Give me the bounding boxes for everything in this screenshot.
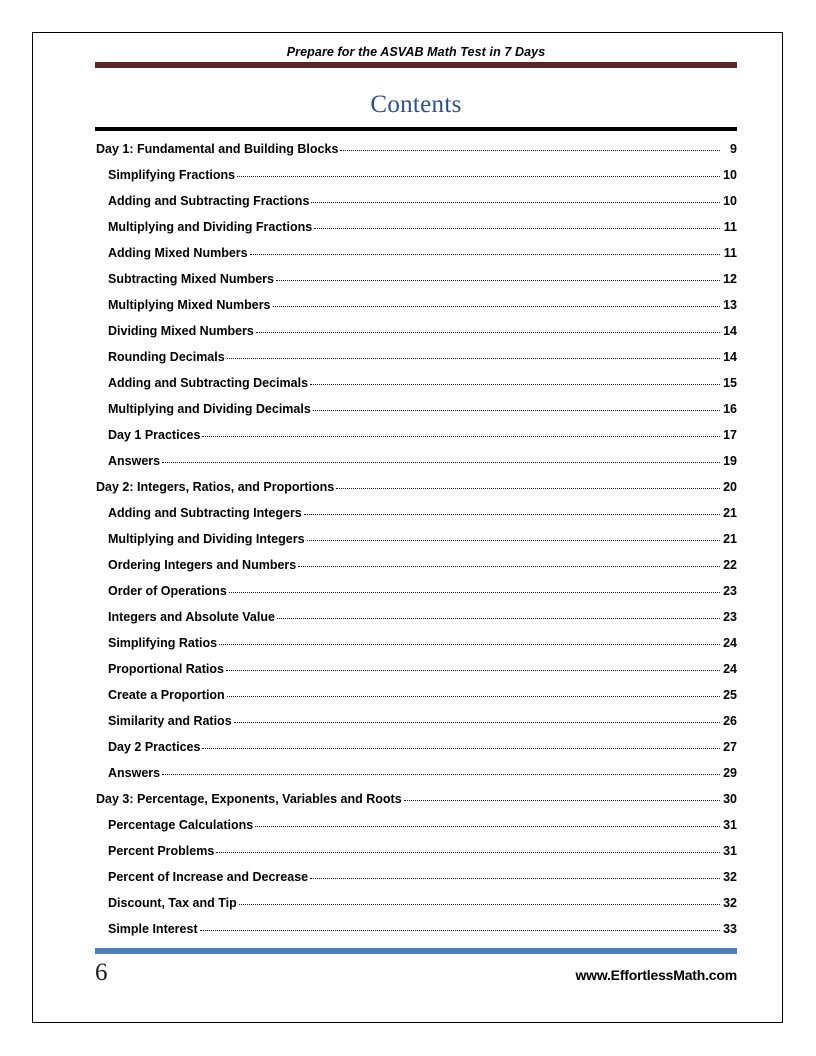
toc-entry-title: Dividing Mixed Numbers (108, 324, 254, 338)
toc-entry-page: 33 (723, 922, 737, 936)
page-content (95, 44, 737, 1004)
toc-entry-row[interactable] (95, 609, 737, 635)
toc-entry-page: 17 (723, 428, 737, 442)
toc-entry-page: 13 (723, 298, 737, 312)
toc-entry-page: 11 (723, 220, 737, 234)
toc-entry-title: Adding Mixed Numbers (108, 246, 248, 260)
toc-entry-row[interactable] (95, 401, 737, 427)
toc-entry-row[interactable] (95, 661, 737, 687)
toc-leader-dots (256, 323, 720, 335)
toc-entry-title: Day 1: Fundamental and Building Blocks (96, 142, 339, 156)
toc-entry-page: 19 (723, 454, 737, 468)
toc-entry-row[interactable] (95, 635, 737, 661)
toc-entry-title: Percent Problems (108, 844, 215, 858)
toc-leader-dots (162, 765, 720, 777)
toc-leader-dots (229, 583, 720, 595)
toc-leader-dots (219, 635, 720, 647)
toc-entry-page: 15 (723, 376, 737, 390)
toc-section-row[interactable] (95, 791, 737, 817)
toc-leader-dots (216, 843, 720, 855)
toc-entry-row[interactable] (95, 245, 737, 271)
toc-entry-row[interactable] (95, 193, 737, 219)
toc-entry-title: Multiplying and Dividing Decimals (108, 402, 311, 416)
toc-entry-title: Multiplying and Dividing Fractions (108, 220, 313, 234)
toc-entry-page: 31 (723, 844, 737, 858)
page-title: Contents (370, 91, 462, 118)
toc-entry-row[interactable] (95, 583, 737, 609)
toc-entry-page: 21 (723, 532, 737, 546)
toc-entry-page: 23 (723, 610, 737, 624)
toc-entry-row[interactable] (95, 219, 737, 245)
toc-entry-title: Discount, Tax and Tip (108, 896, 237, 910)
toc-entry-title: Multiplying Mixed Numbers (108, 298, 271, 312)
toc-entry-page: 23 (723, 584, 737, 598)
toc-entry-row[interactable] (95, 739, 737, 765)
toc-entry-row[interactable] (95, 765, 737, 791)
toc-entry-row[interactable] (95, 271, 737, 297)
toc-entry-page: 10 (723, 168, 737, 182)
toc-entry-page: 12 (723, 272, 737, 286)
toc-entry-row[interactable] (95, 687, 737, 713)
toc-leader-dots (304, 505, 720, 517)
toc-section-row[interactable] (95, 479, 737, 505)
toc-leader-dots (202, 427, 720, 439)
toc-section-row[interactable] (95, 141, 737, 167)
toc-leader-dots (202, 739, 720, 751)
toc-entry-page: 31 (723, 818, 737, 832)
toc-leader-dots (340, 141, 720, 153)
toc-entry-title: Proportional Ratios (108, 662, 224, 676)
toc-entry-title: Ordering Integers and Numbers (108, 558, 297, 572)
footer-line (95, 959, 737, 987)
toc-entry-page: 24 (723, 636, 737, 650)
toc-entry-row[interactable] (95, 505, 737, 531)
toc-entry-title: Simplifying Ratios (108, 636, 218, 650)
toc-entry-title: Multiplying and Dividing Integers (108, 532, 305, 546)
toc-entry-row[interactable] (95, 531, 737, 557)
toc-entry-row[interactable] (95, 375, 737, 401)
toc-leader-dots (255, 817, 720, 829)
toc-entry-page: 22 (723, 558, 737, 572)
toc-entry-title: Adding and Subtracting Integers (108, 506, 302, 520)
toc-leader-dots (404, 791, 720, 803)
toc-entry-title: Answers (108, 454, 161, 468)
toc-entry-row[interactable] (95, 713, 737, 739)
toc-leader-dots (310, 869, 720, 881)
toc-leader-dots (273, 297, 720, 309)
toc-entry-row[interactable] (95, 323, 737, 349)
toc-entry-title: Simplifying Fractions (108, 168, 236, 182)
toc-leader-dots (298, 557, 720, 569)
toc-entry-title: Percent of Increase and Decrease (108, 870, 309, 884)
toc-entry-page: 9 (730, 142, 737, 156)
toc-entry-title: Day 1 Practices (108, 428, 201, 442)
title-rule (95, 127, 737, 131)
toc-leader-dots (311, 193, 720, 205)
toc-entry-page: 16 (723, 402, 737, 416)
toc-leader-dots (314, 219, 720, 231)
toc-leader-dots (234, 713, 720, 725)
toc-entry-title: Similarity and Ratios (108, 714, 232, 728)
toc-entry-page: 21 (723, 506, 737, 520)
toc-leader-dots (310, 375, 720, 387)
toc-entry-title: Day 2: Integers, Ratios, and Proportions (96, 480, 335, 494)
toc-leader-dots (239, 895, 720, 907)
toc-leader-dots (237, 167, 720, 179)
toc-leader-dots (162, 453, 720, 465)
toc-entry-row[interactable] (95, 167, 737, 193)
toc-entry-title: Rounding Decimals (108, 350, 225, 364)
toc-entry-title: Subtracting Mixed Numbers (108, 272, 274, 286)
toc-entry-row[interactable] (95, 869, 737, 895)
toc-leader-dots (307, 531, 720, 543)
toc-entry-row[interactable] (95, 349, 737, 375)
toc-entry-page: 20 (723, 480, 737, 494)
toc-entry-page: 11 (723, 246, 737, 260)
toc-leader-dots (250, 245, 720, 257)
toc-entry-page: 14 (723, 324, 737, 338)
toc-entry-title: Day 2 Practices (108, 740, 201, 754)
toc-entry-title: Day 3: Percentage, Exponents, Variables and Roots (96, 792, 402, 806)
toc-entry-page: 30 (723, 792, 737, 806)
toc-entry-title: Simple Interest (108, 922, 198, 936)
toc-leader-dots (336, 479, 720, 491)
toc-entry-page: 10 (723, 194, 737, 208)
toc-entry-title: Order of Operations (108, 584, 227, 598)
toc-entry-row[interactable] (95, 453, 737, 479)
toc-entry-row[interactable] (95, 427, 737, 453)
page-footer (95, 948, 737, 987)
toc-entry-title: Adding and Subtracting Decimals (108, 376, 309, 390)
toc-leader-dots (226, 661, 720, 673)
toc-entry-page: 27 (723, 740, 737, 754)
toc-entry-row[interactable] (95, 297, 737, 323)
toc-entry-title: Percentage Calculations (108, 818, 254, 832)
footer-rule (95, 948, 737, 954)
toc-entry-row[interactable] (95, 817, 737, 843)
toc-entry-row[interactable] (95, 921, 737, 947)
header-rule (95, 62, 737, 68)
running-header: Prepare for the ASVAB Math Test in 7 Days (286, 45, 546, 59)
toc-entry-page: 14 (723, 350, 737, 364)
toc-entry-row[interactable] (95, 895, 737, 921)
toc-entry-page: 26 (723, 714, 737, 728)
toc-entry-page: 32 (723, 870, 737, 884)
toc-leader-dots (313, 401, 720, 413)
toc-leader-dots (227, 349, 720, 361)
toc-leader-dots (276, 271, 720, 283)
toc-entry-title: Create a Proportion (108, 688, 225, 702)
toc-entry-page: 32 (723, 896, 737, 910)
toc-entry-page: 25 (723, 688, 737, 702)
toc-entry-title: Answers (108, 766, 161, 780)
toc-entry-row[interactable] (95, 843, 737, 869)
toc-entry-row[interactable] (95, 557, 737, 583)
toc-leader-dots (227, 687, 720, 699)
toc-entry-title: Adding and Subtracting Fractions (108, 194, 310, 208)
toc-entry-title: Integers and Absolute Value (108, 610, 275, 624)
toc-entry-page: 24 (723, 662, 737, 676)
toc-leader-dots (277, 609, 720, 621)
page-number: 6 (95, 959, 108, 986)
site-url: www.EffortlessMath.com (575, 967, 737, 983)
toc-leader-dots (200, 921, 720, 933)
table-of-contents (95, 141, 737, 947)
toc-entry-page: 29 (723, 766, 737, 780)
